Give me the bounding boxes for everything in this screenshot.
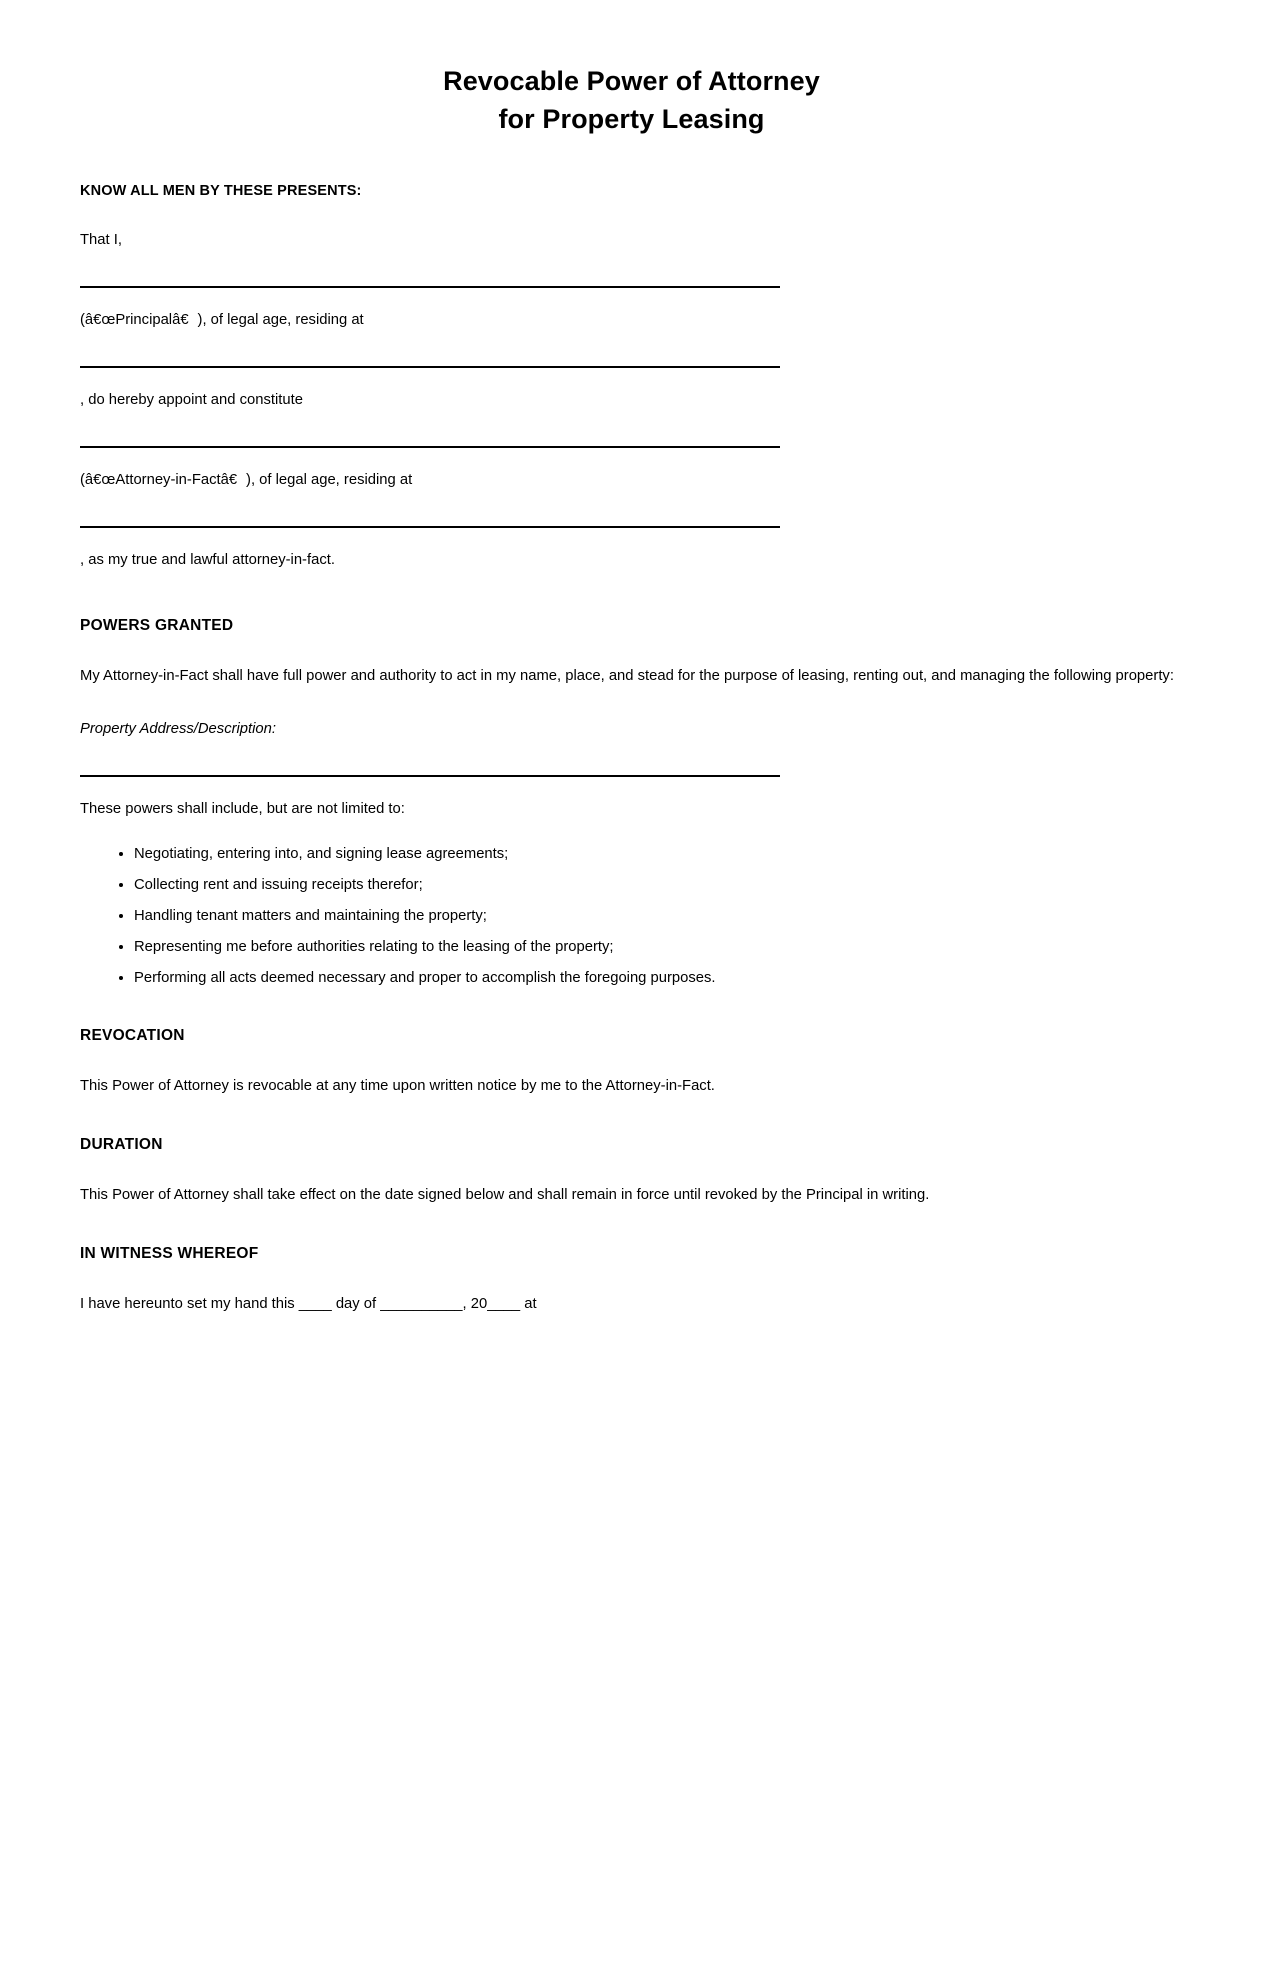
spacer — [80, 822, 1183, 843]
spacer — [80, 990, 1183, 1027]
principal-line: (â€œPrincipalâ€), of legal age, residing at — [80, 311, 364, 328]
true-lawful-line: , as my true and lawful attorney-in-fact. — [80, 551, 335, 568]
spacer — [80, 368, 1183, 389]
revocation-heading: REVOCATION — [80, 1027, 185, 1045]
duration-paragraph: This Power of Attorney shall take effect on the date signed below and shall remain in force until revoked by the Principal in writing. — [80, 1186, 930, 1203]
attorney-address-blank — [80, 493, 1183, 528]
property-address-label: Property Address/Description: — [80, 721, 277, 738]
spacer — [80, 199, 1183, 229]
powers-granted-intro: My Attorney-in-Fact shall have full power and authority to act in my name, place, and stead for the purpose of leasing, renting out, and managing the following property: — [80, 667, 1174, 684]
spacer — [80, 573, 1183, 617]
page-title — [0, 0, 1263, 139]
spacer — [80, 1208, 1183, 1245]
document-body — [0, 183, 1263, 1317]
list-item: • Negotiating, entering into, and signing lease agreements; — [134, 843, 1183, 866]
principal-name-blank — [80, 253, 1183, 288]
spacer — [80, 777, 1183, 798]
title-line-1: Revocable Power of Attorney — [443, 66, 820, 96]
spacer — [80, 528, 1183, 549]
spacer — [80, 1045, 1183, 1075]
list-item: • Representing me before authorities relating to the leasing of the property; — [134, 936, 1183, 959]
spacer — [80, 1154, 1183, 1184]
list-item: • Performing all acts deemed necessary and proper to accomplish the foregoing purposes. — [134, 967, 1183, 990]
witness-heading: IN WITNESS WHEREOF — [80, 1244, 259, 1262]
spacer — [80, 1263, 1183, 1293]
spacer — [80, 635, 1183, 665]
witness-statement: I have hereunto set my hand this ____ day of __________, 20____ at — [80, 1295, 537, 1312]
revocation-paragraph: This Power of Attorney is revocable at any time upon written notice by me to the Attorney-in-Fact. — [80, 1078, 715, 1095]
principal-address-blank — [80, 333, 1183, 368]
list-item: • Handling tenant matters and maintaining the property; — [134, 905, 1183, 928]
appoint-line: , do hereby appoint and constitute — [80, 391, 303, 408]
spacer — [80, 1099, 1183, 1136]
spacer — [80, 288, 1183, 309]
that-i-line: That I, — [80, 231, 122, 248]
duration-heading: DURATION — [80, 1135, 163, 1153]
spacer — [80, 448, 1183, 469]
title-line-2: for Property Leasing — [498, 104, 765, 135]
spacer — [80, 688, 1183, 718]
property-description-blank — [80, 742, 1183, 777]
powers-list-intro: These powers shall include, but are not limited to: — [80, 801, 405, 818]
attorney-line: (â€œAttorney-in-Factâ€), of legal age, residing at — [80, 471, 413, 488]
powers-granted-heading: POWERS GRANTED — [80, 616, 234, 634]
attorney-name-blank — [80, 413, 1183, 448]
list-item: • Collecting rent and issuing receipts therefor; — [134, 874, 1183, 897]
powers-list — [80, 843, 1183, 990]
preamble-heading: KNOW ALL MEN BY THESE PRESENTS: — [80, 182, 362, 199]
